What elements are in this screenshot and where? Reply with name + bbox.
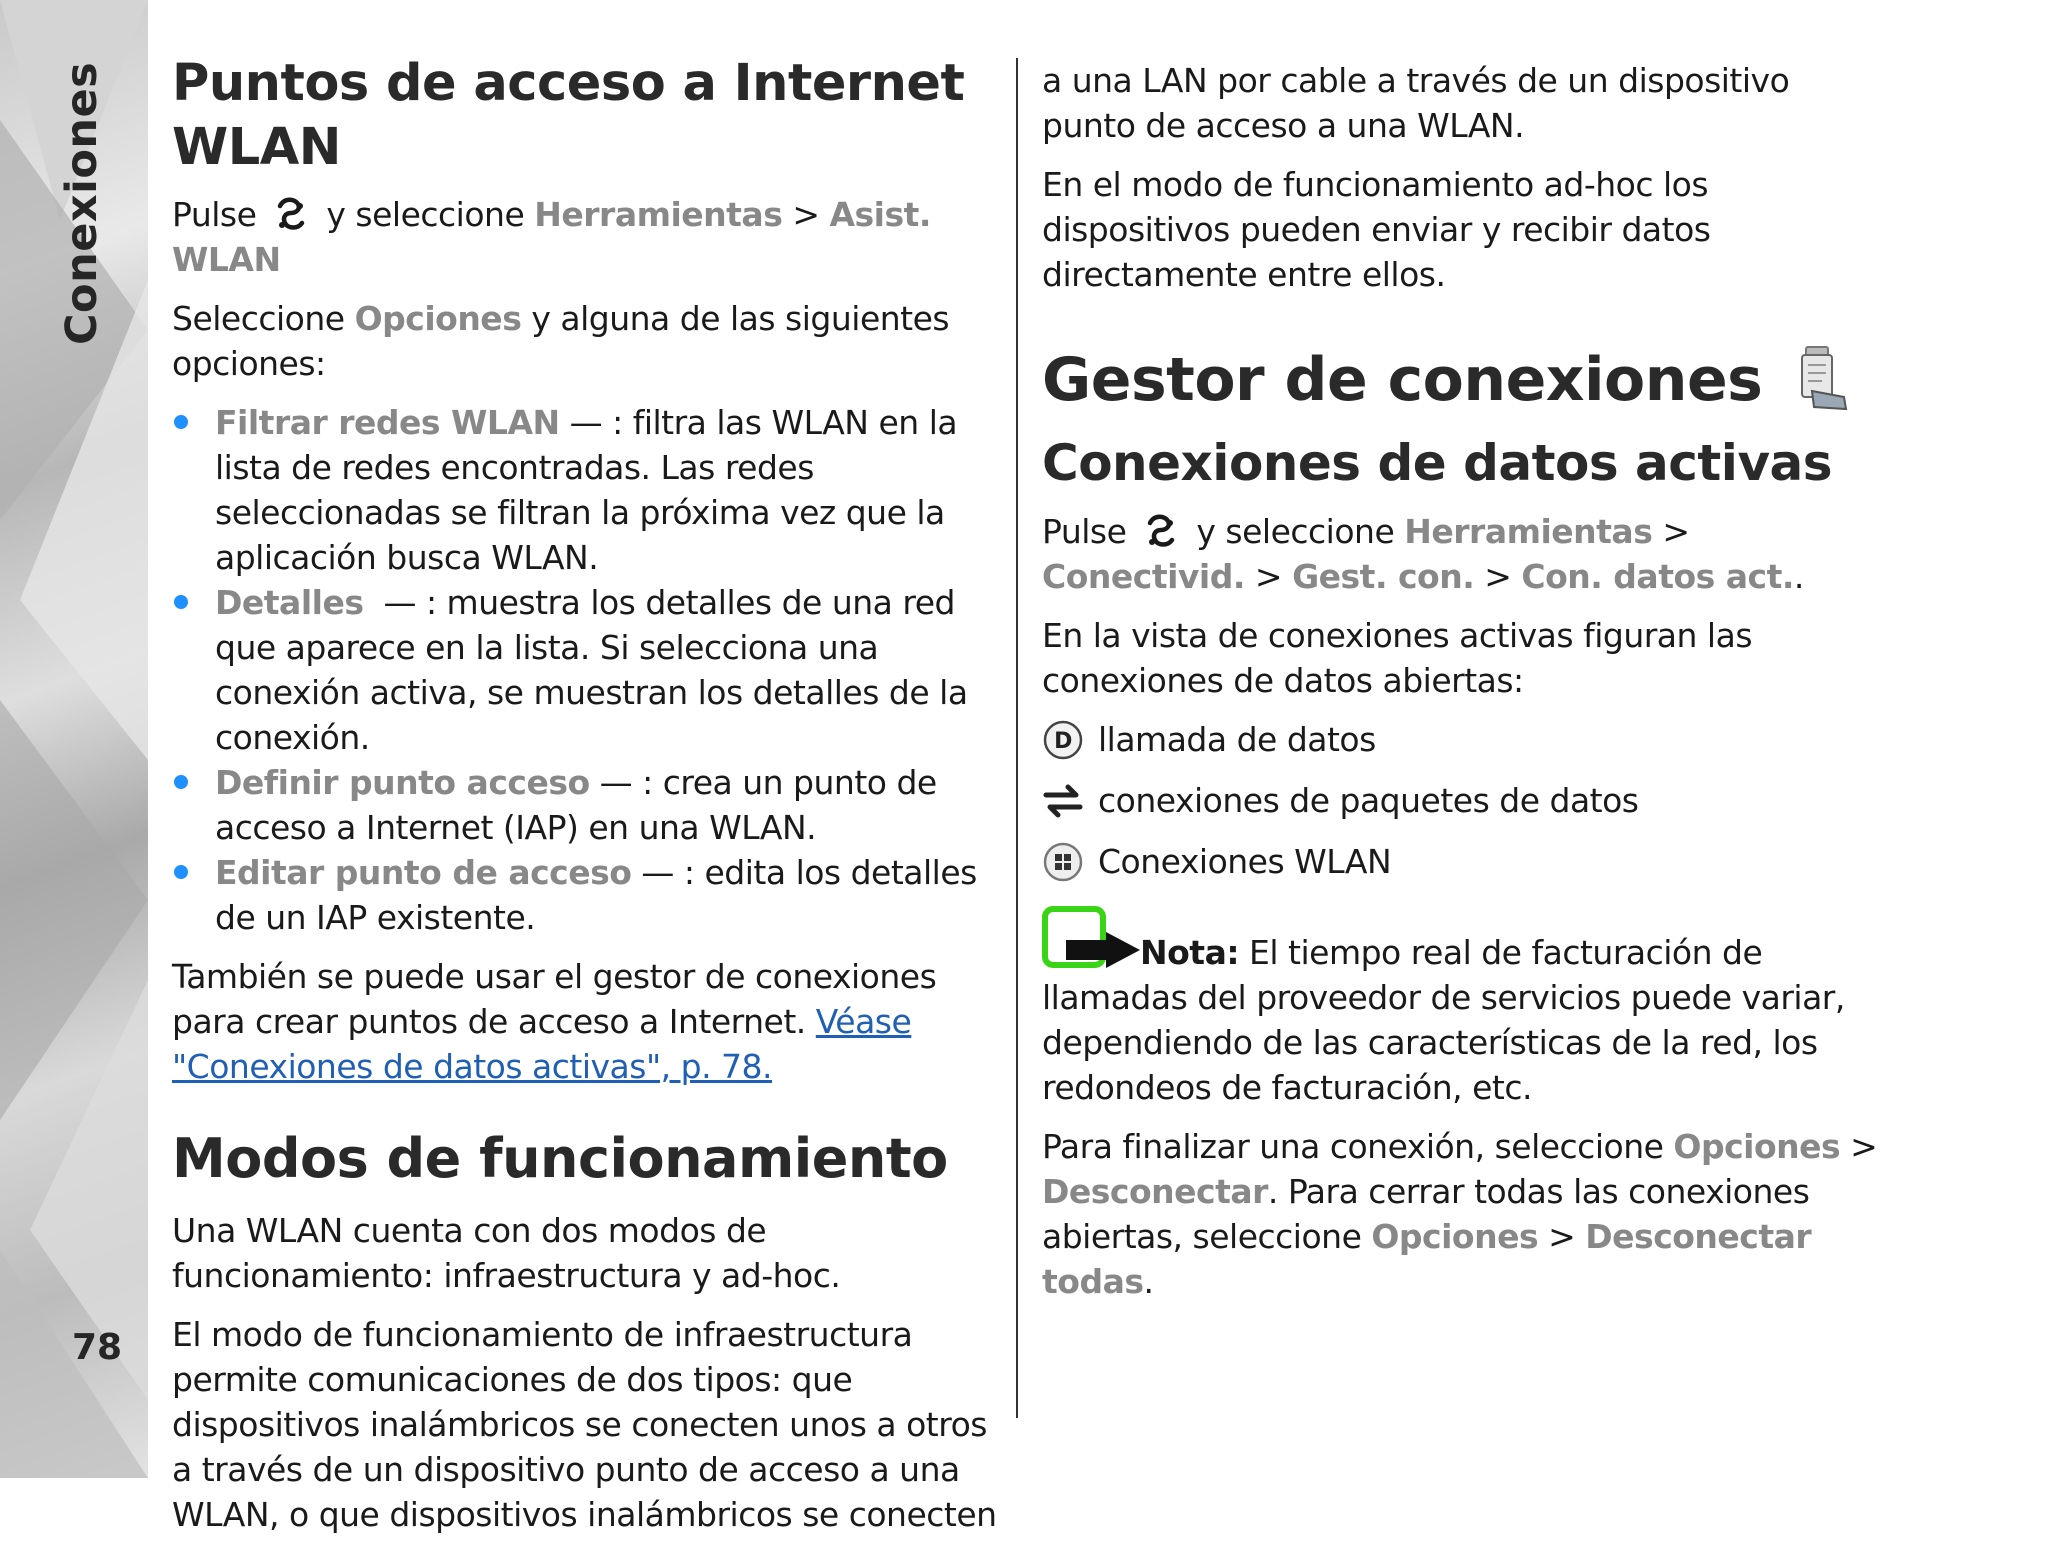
option-desc: — : muestra los detalles de una red que aparece en la lista. Si selecciona una conexión activa, se muestran los detalles de la conexión. bbox=[215, 582, 978, 757]
wlan-icon bbox=[1042, 841, 1084, 883]
path-separator: > bbox=[1548, 1217, 1576, 1256]
path-separator: > bbox=[1254, 557, 1283, 596]
heading-text: Gestor de conexiones bbox=[1042, 345, 1763, 415]
text-pulse: Pulse bbox=[1042, 512, 1127, 551]
text-seleccione: Seleccione bbox=[172, 298, 345, 338]
cross-reference-link[interactable]: Véase "Conexiones de datos activas", p. 78. bbox=[172, 1001, 912, 1086]
options-list bbox=[172, 400, 1002, 940]
legend-label: Conexiones WLAN bbox=[1098, 842, 1392, 881]
path-separator: > bbox=[792, 194, 820, 234]
option-desc: — : edita los detalles de un IAP existente. bbox=[215, 852, 977, 937]
left-column bbox=[172, 52, 1002, 1551]
legend-label: llamada de datos bbox=[1098, 720, 1376, 759]
menu-path-asist-wlan: Asist. WLAN bbox=[172, 194, 931, 279]
data-call-icon bbox=[1042, 719, 1084, 761]
menu-key-icon bbox=[1144, 513, 1178, 551]
menu-opciones: Opciones bbox=[1371, 1217, 1539, 1256]
note-block bbox=[1042, 906, 1882, 1110]
note-label: Nota: bbox=[1140, 933, 1240, 972]
text-pulse: Pulse bbox=[172, 194, 257, 234]
heading-connection-manager bbox=[1042, 341, 1882, 419]
list-item bbox=[172, 400, 1002, 580]
paragraph-path-active-connections bbox=[1042, 509, 1882, 599]
note-text: El tiempo real de facturación de llamadas del proveedor de servicios puede variar, dependiendo de las características de la red, los redondeos de facturación, etc. bbox=[1042, 933, 1845, 1107]
column-divider bbox=[1016, 58, 1018, 1418]
menu-desconectar: Desconectar bbox=[1042, 1172, 1268, 1211]
paragraph-connection-manager-ref bbox=[172, 954, 1002, 1089]
paragraph-path-wlan bbox=[172, 192, 1002, 282]
heading-operating-modes: Modos de funcionamiento bbox=[172, 1126, 948, 1190]
menu-path-gest-con: Gest. con. bbox=[1292, 557, 1475, 596]
paragraph-active-view: En la vista de conexiones activas figuran las conexiones de datos abiertas: bbox=[1042, 616, 1753, 700]
option-term: Editar punto de acceso bbox=[215, 852, 632, 892]
period: . bbox=[1793, 557, 1804, 596]
option-term: Filtrar redes WLAN bbox=[215, 402, 560, 442]
list-item bbox=[172, 760, 1002, 850]
connection-manager-icon bbox=[1792, 341, 1854, 419]
bullet-icon bbox=[174, 415, 188, 429]
page-number: 78 bbox=[72, 1327, 123, 1368]
heading-wlan-access-points: Puntos de acceso a Internet WLAN bbox=[172, 54, 965, 177]
list-item bbox=[172, 580, 1002, 760]
option-term: Definir punto acceso bbox=[215, 762, 590, 802]
menu-opciones: Opciones bbox=[1673, 1127, 1841, 1166]
bullet-icon bbox=[174, 865, 188, 879]
legend-row-data-call bbox=[1042, 717, 1882, 762]
list-item bbox=[172, 850, 1002, 940]
period: . bbox=[1143, 1262, 1154, 1301]
text-ref: También se puede usar el gestor de conexiones para crear puntos de acceso a Internet. bbox=[172, 956, 937, 1041]
option-desc: — : filtra las WLAN en la lista de redes encontradas. Las redes seleccionadas se filtran la próxima vez que la aplicación busca WLAN. bbox=[215, 402, 958, 577]
option-term: Detalles bbox=[215, 582, 364, 622]
text-options-tail: y alguna de las siguientes opciones: bbox=[172, 298, 950, 383]
menu-path-herramientas: Herramientas bbox=[534, 194, 783, 234]
text-select: y seleccione bbox=[1196, 512, 1395, 551]
text-disconnect-mid: . Para cerrar todas las conexiones abiertas, seleccione bbox=[1042, 1172, 1810, 1256]
option-desc: — : crea un punto de acceso a Internet (IAP) en una WLAN. bbox=[215, 762, 937, 847]
right-column bbox=[1042, 58, 1882, 1318]
note-icon bbox=[1042, 906, 1142, 972]
legend-row-wlan bbox=[1042, 839, 1882, 884]
packet-data-icon bbox=[1042, 780, 1084, 822]
heading-active-data-connections: Conexiones de datos activas bbox=[1042, 434, 1833, 492]
menu-path-herramientas: Herramientas bbox=[1404, 512, 1653, 551]
text-disconnect-pre: Para finalizar una conexión, seleccione bbox=[1042, 1127, 1664, 1166]
legend-label: conexiones de paquetes de datos bbox=[1098, 781, 1639, 820]
path-separator: > bbox=[1484, 557, 1512, 596]
path-separator: > bbox=[1662, 512, 1690, 551]
bullet-icon bbox=[174, 775, 188, 789]
note-paragraph bbox=[1042, 906, 1882, 1110]
paragraph-options-intro bbox=[172, 296, 1002, 386]
paragraph-infrastructure-cont: a una LAN por cable a través de un dispositivo punto de acceso a una WLAN. bbox=[1042, 61, 1790, 145]
menu-path-conectivid: Conectivid. bbox=[1042, 557, 1245, 596]
section-title: Conexiones bbox=[57, 61, 107, 345]
paragraph-adhoc: En el modo de funcionamiento ad-hoc los dispositivos pueden enviar y recibir datos directamente entre ellos. bbox=[1042, 165, 1711, 294]
paragraph-infrastructure: El modo de funcionamiento de infraestructura permite comunicaciones de dos tipos: que dispositivos inalámbricos se conecten unos a otros a través de un dispositivo punto de acceso a una WLAN, o que dispositivos inalámbricos se conecten bbox=[172, 1315, 997, 1534]
bullet-icon bbox=[174, 595, 188, 609]
menu-opciones: Opciones bbox=[354, 298, 522, 338]
path-separator: > bbox=[1850, 1127, 1878, 1166]
menu-desconectar-todas: Desconectar todas bbox=[1042, 1217, 1812, 1301]
text-select: y seleccione bbox=[326, 194, 525, 234]
menu-key-icon bbox=[274, 196, 308, 234]
svg-text:D: D bbox=[1054, 728, 1072, 754]
paragraph-two-modes: Una WLAN cuenta con dos modos de funcionamiento: infraestructura y ad-hoc. bbox=[172, 1211, 841, 1295]
paragraph-disconnect bbox=[1042, 1124, 1882, 1304]
menu-path-con-datos-act: Con. datos act. bbox=[1521, 557, 1794, 596]
legend-row-packet-data bbox=[1042, 778, 1882, 823]
